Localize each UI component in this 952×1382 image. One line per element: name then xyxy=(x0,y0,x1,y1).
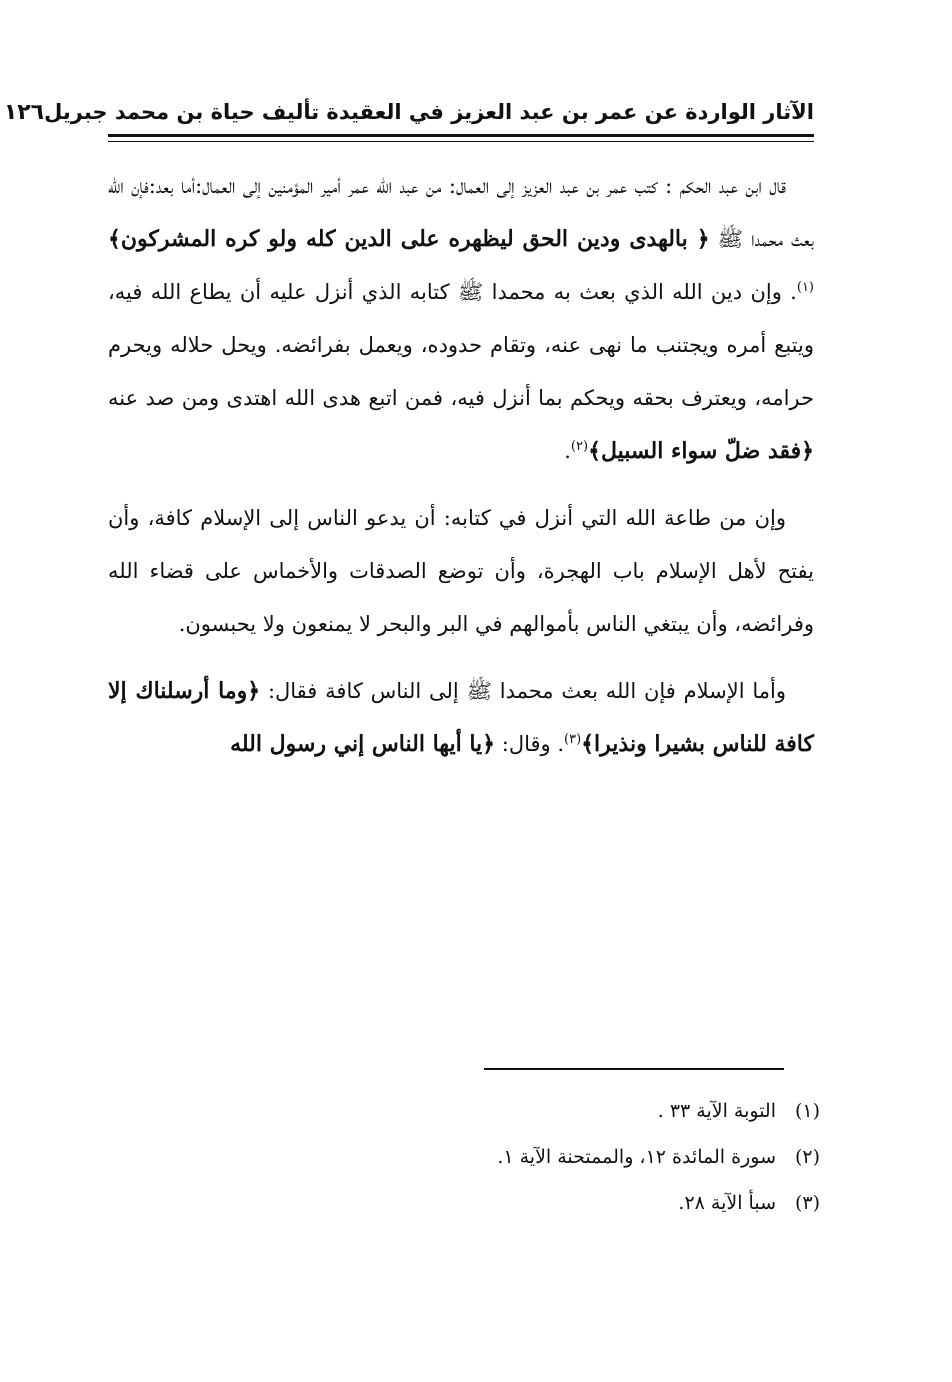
footnote-number: (٢) xyxy=(794,1146,820,1168)
text-segment: قال ابن عبد الحكم : كتب عمر بن عبد العزيز إلى العمال: من عبد الله عمر أمير المؤمنين إلى العمال:أما بعد:فإن الله بعث محمدا ﷺ xyxy=(108,174,814,251)
paragraph xyxy=(108,160,814,478)
footnote-text: سورة المائدة ١٢، والممتحنة الآية ١. xyxy=(497,1146,776,1168)
paragraph xyxy=(108,665,814,771)
footnote-ref: (٣) xyxy=(564,732,582,747)
quran-verse: ﴿يا أيها الناس إني رسول الله xyxy=(230,731,496,757)
text-segment: . وقال: xyxy=(495,732,564,756)
footnote-text: التوبة الآية ٣٣ . xyxy=(657,1100,776,1122)
footnote-separator xyxy=(484,1068,784,1070)
footnote-item xyxy=(300,1088,820,1134)
header-title: الآثار الواردة عن عمر بن عبد العزيز في العقيدة تأليف حياة بن محمد جبريل xyxy=(44,100,814,124)
quran-verse: ﴿ بالهدى ودين الحق ليظهره على الدين كله ولو كره المشركون﴾ xyxy=(108,226,710,252)
text-segment: . وإن دين الله الذي بعث به محمدا ﷺ كتابه الذي أنزل عليه أن يطاع الله فيه، ويتبع أمره ويجتنب ما نهى عنه، وتقام حدوده، ويعمل بفرائضه. ويحل حلاله ويحرم حرامه، ويعترف بحقه ويحكم بما أنزل فيه، فمن اتبع هدى الله اهتدى ومن صد عنه xyxy=(108,280,814,410)
footnote-number: (١) xyxy=(794,1100,820,1122)
text-segment: وإن من طاعة الله التي أنزل في كتابه: أن يدعو الناس إلى الإسلام كافة، وأن يفتح لأهل الإسلام باب الهجرة، وأن توضع الصدقات والأخماس على قضاء الله وفرائضه، وأن يبتغي الناس بأموالهم في البر والبحر لا يمنعون ولا يحبسون. xyxy=(108,506,814,636)
text-segment: وأما الإسلام فإن الله بعث محمدا ﷺ إلى الناس كافة فقال: xyxy=(260,679,786,703)
footnote-ref: (١) xyxy=(796,280,814,295)
running-header xyxy=(3,92,814,132)
footnote-ref: (٢) xyxy=(570,439,589,454)
footnote-number: (٣) xyxy=(794,1192,820,1214)
footnote-item xyxy=(300,1180,820,1226)
footnotes xyxy=(300,1088,820,1226)
quran-verse: ﴿وما أرسلناك إلا كافة للناس بشيرا ونذيرا﴾ xyxy=(108,678,814,757)
quran-verse: ﴿فقد ضلّ سواء السبيل﴾ xyxy=(588,438,814,464)
main-text xyxy=(108,160,814,785)
footnote-item xyxy=(300,1134,820,1180)
header-rule-thin xyxy=(108,141,814,142)
paragraph xyxy=(108,492,814,651)
text-segment: . xyxy=(564,439,571,463)
header-rule-thick xyxy=(108,134,814,137)
page-number: ١٢٦ xyxy=(3,99,45,125)
footnote-text: سبأ الآية ٢٨. xyxy=(678,1192,776,1214)
